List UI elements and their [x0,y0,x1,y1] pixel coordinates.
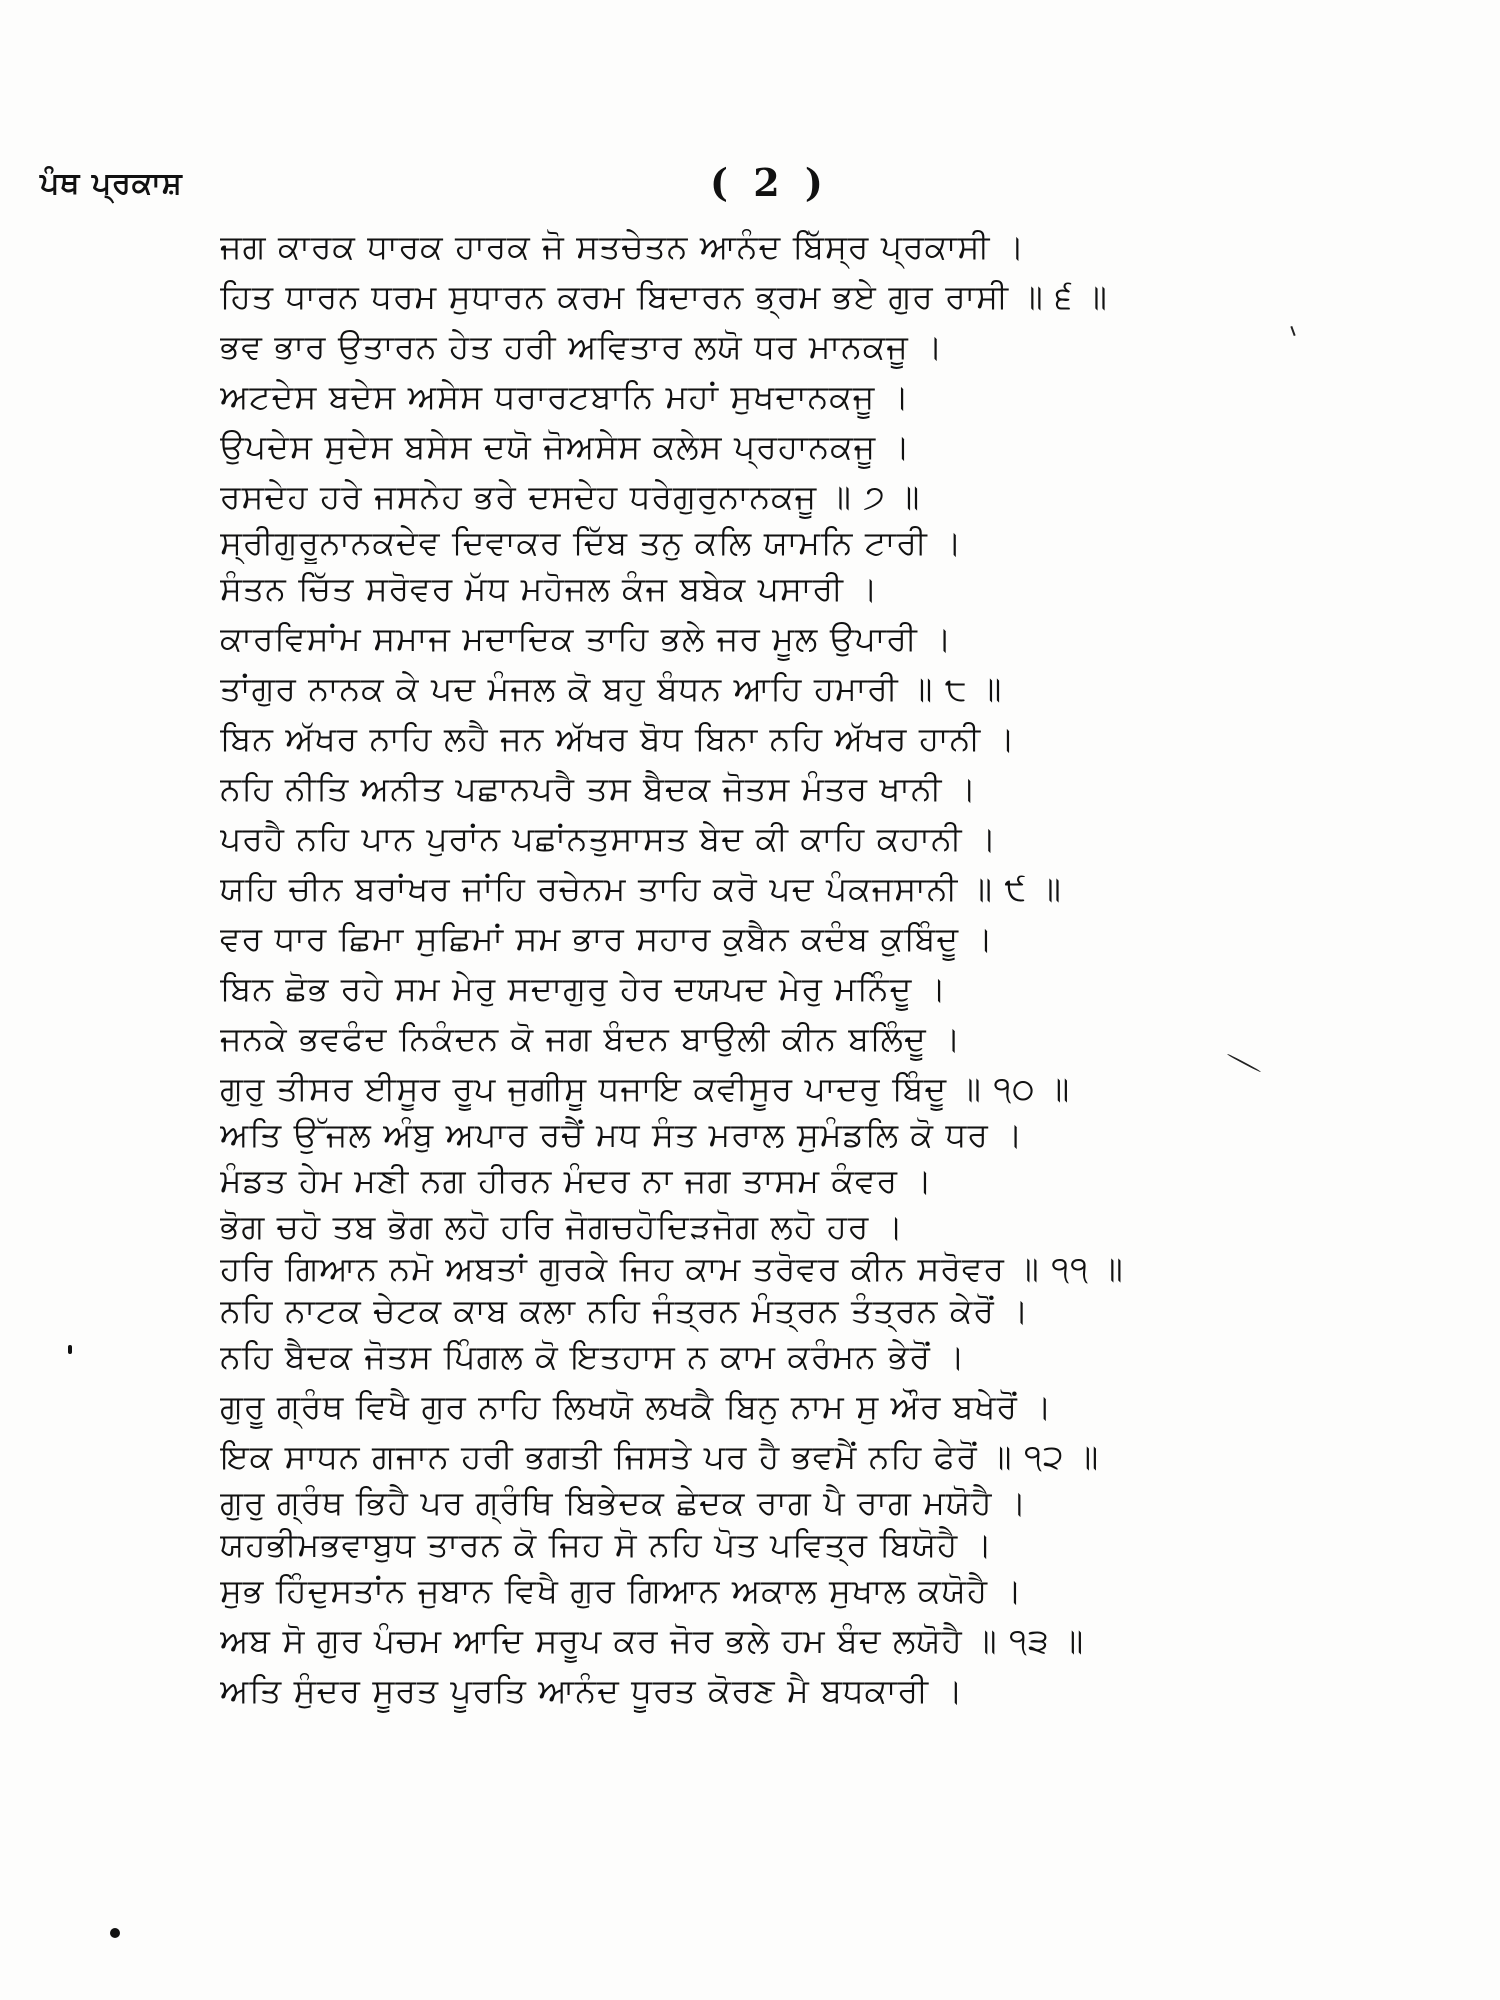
verse-line: ਅਤਿ ਸੁੰਦਰ ਸੂਰਤ ਪੂਰਤਿ ਆਨੰਦ ਧੂਰਤ ਕੋਰਣ ਮੈ ਬਧਕਾਰੀ । [220,1671,964,1710]
verse-line: ਬਿਨ ਛੋਭ ਰਹੇ ਸਮ ਮੇਰੁ ਸਦਾਗੁਰੁ ਹੇਰ ਦਯਪਦ ਮੇਰੁ ਮਨਿੰਦੂ । [220,969,948,1008]
verse-line: ਭਵ ਭਾਰ ਉਤਾਰਨ ਹੇਤ ਹਰੀ ਅਵਿਤਾਰ ਲਯੋ ਧਰ ਮਾਨਕਜੂ । [220,327,944,366]
verse-line: ਪਰਹੈ ਨਹਿ ਪਾਨ ਪੁਰਾਂਨ ਪਛਾਂਨਤੁਸਾਸਤ ਬੇਦ ਕੀ ਕਾਹਿ ਕਹਾਨੀ । [220,819,998,858]
verse-line: ਹਿਤ ਧਾਰਨ ਧਰਮ ਸੁਧਾਰਨ ਕਰਮ ਬਿਦਾਰਨ ਭ੍ਰਮ ਭਏ ਗੁਰ ਰਾਸੀ ॥ ੬ ॥ [220,277,1108,316]
verse-line: ਯਹਭੀਮਭਵਾਬੁਧ ਤਾਰਨ ਕੋ ਜਿਹ ਸੋ ਨਹਿ ਪੋਤ ਪਵਿਤ੍ਰ ਬਿਯੋਹੈ । [220,1525,994,1564]
verse-line: ਯਹਿ ਚੀਨ ਬਰਾਂਖਰ ਜਾਂਹਿ ਰਚੇਨਮ ਤਾਹਿ ਕਰੋ ਪਦ ਪੰਕਜਸਾਨੀ ॥ ੯ ॥ [220,869,1062,908]
page-header [40,160,1460,210]
verse-line: ਤਾਂਗੁਰ ਨਾਨਕ ਕੇ ਪਦ ਮੰਜਲ ਕੋ ਬਹੁ ਬੰਧਨ ਆਹਿ ਹਮਾਰੀ ॥ ੮ ॥ [220,669,1003,708]
verse-line: ਅਬ ਸੋ ਗੁਰ ਪੰਚਮ ਆਦਿ ਸਰੂਪ ਕਰ ਜੋਰ ਭਲੇ ਹਮ ਬੰਦ ਲਯੋਹੈ ॥ ੧੩ ॥ [220,1621,1085,1660]
verse-line: ਅਤਿ ਉੱਜਲ ਅੰਬੁ ਅਪਾਰ ਰਚੈਂ ਮਧ ਸੰਤ ਮਰਾਲ ਸੁਮੰਡਲਿ ਕੋ ਧਰ । [220,1115,1024,1154]
verse-line: ਨਹਿ ਬੈਦਕ ਜੋਤਸ ਪਿੰਗਲ ਕੋ ਇਤਹਾਸ ਨ ਕਾਮ ਕਰੰਮਨ ਭੇਰੋਂ । [220,1337,966,1376]
ink-speck [68,1345,72,1354]
verse-line: ਮੰਡਤ ਹੇਮ ਮਣੀ ਨਗ ਹੀਰਨ ਮੰਦਰ ਨਾ ਜਗ ਤਾਸਮ ਕੰਵਰ । [220,1161,933,1200]
ink-speck [110,1928,120,1938]
verse-line: ਸੁਭ ਹਿੰਦੁਸਤਾਂਨ ਜੁਬਾਨ ਵਿਖੈ ਗੁਰ ਗਿਆਨ ਅਕਾਲ ਸੁਖਾਲ ਕਯੋਹੈ । [220,1571,1023,1610]
verse-line: ਅਟਦੇਸ ਬਦੇਸ ਅਸੇਸ ਧਰਾਰਟਬਾਨਿ ਮਹਾਂ ਸੁਖਦਾਨਕਜੂ । [220,377,911,416]
verse-line: ਗੁਰੂ ਗ੍ਰੰਥ ਵਿਖੈ ਗੁਰ ਨਾਹਿ ਲਿਖਯੋ ਲਖਕੈ ਬਿਨੁ ਨਾਮ ਸੁ ਔਰ ਬਖੇਰੋਂ । [220,1387,1053,1426]
verse-line: ਬਿਨ ਅੱਖਰ ਨਾਹਿ ਲਹੈ ਜਨ ਅੱਖਰ ਬੋਧ ਬਿਨਾ ਨਹਿ ਅੱਖਰ ਹਾਨੀ । [220,719,1016,758]
verse-line: ਹਰਿ ਗਿਆਨ ਨਮੋ ਅਬਤਾਂ ਗੁਰਕੇ ਜਿਹ ਕਾਮ ਤਰੋਵਰ ਕੀਨ ਸਰੋਵਰ ॥ ੧੧ ॥ [220,1249,1124,1288]
verse-line: ਸ੍ਰੀਗੁਰੂਨਾਨਕਦੇਵ ਦਿਵਾਕਰ ਦਿੱਬ ਤਨੁ ਕਲਿ ਯਾਮਨਿ ਟਾਰੀ । [220,523,963,562]
verse-line: ਇਕ ਸਾਧਨ ਗਜਾਨ ਹਰੀ ਭਗਤੀ ਜਿਸਤੇ ਪਰ ਹੈ ਭਵਮੈਂ ਨਹਿ ਫੇਰੋਂ ॥ ੧੨ ॥ [220,1437,1100,1476]
verse-block [220,222,1400,1716]
verse-line: ਨਹਿ ਨਾਟਕ ਚੇਟਕ ਕਾਬ ਕਲਾ ਨਹਿ ਜੰਤ੍ਰਨ ਮੰਤ੍ਰਨ ਤੰਤ੍ਰਨ ਕੇਰੋਂ । [220,1291,1030,1330]
verse-line: ਕਾਰਵਿਸਾਂਮ ਸਮਾਜ ਮਦਾਦਿਕ ਤਾਹਿ ਭਲੇ ਜਰ ਮੂਲ ਉਪਾਰੀ । [220,619,953,658]
verse-line: ਗੁਰੁ ਗ੍ਰੰਥ ਭਿਹੈ ਪਰ ਗ੍ਰੰਥਿ ਬਿਭੇਦਕ ਛੇਦਕ ਰਾਗ ਪੈ ਰਾਗ ਮਯੋਹੈ । [220,1483,1028,1522]
verse-line: ਗੁਰੁ ਤੀਸਰ ਈਸੂਰ ਰੂਪ ਜੁਗੀਸੂ ਧਜਾਇ ਕਵੀਸੂਰ ਪਾਦਰੁ ਬਿੰਦੂ ॥ ੧੦ ॥ [220,1069,1071,1108]
verse-line: ਭੋਗ ਚਹੋ ਤਬ ਭੋਗ ਲਹੋ ਹਰਿ ਜੋਗਚਹੋਦਿੜਜੋਗ ਲਹੋ ਹਰ । [220,1207,905,1246]
verse-line: ਉਪਦੇਸ ਸੁਦੇਸ ਬਸੇਸ ਦਯੋ ਜੋਅਸੇਸ ਕਲੇਸ ਪ੍ਰਹਾਨਕਜੂ । [220,427,911,466]
verse-line: ਜਗ ਕਾਰਕ ਧਾਰਕ ਹਾਰਕ ਜੋ ਸਤਚੇਤਨ ਆਨੰਦ ਬਿੱਸ੍ਰ ਪ੍ਰਕਾਸੀ । [220,227,1026,266]
verse-line: ਜਨਕੇ ਭਵਫੰਦ ਨਿਕੰਦਨ ਕੋ ਜਗ ਬੰਦਨ ਬਾਉਲੀ ਕੀਨ ਬਲਿੰਦੂ । [220,1019,962,1058]
verse-line: ਵਰ ਧਾਰ ਛਿਮਾ ਸੁਛਿਮਾਂ ਸਮ ਭਾਰ ਸਹਾਰ ਕੁਬੈਨ ਕਦੰਬ ਕੁਬਿੰਦੂ । [220,919,994,958]
page-number: ( 2 ) [710,160,829,205]
running-title: ਪੰਥ ਪ੍ਰਕਾਸ਼ [40,166,183,201]
verse-line: ਨਹਿ ਨੀਤਿ ਅਨੀਤ ਪਛਾਨਪਰੈ ਤਸ ਬੈਦਕ ਜੋਤਸ ਮੰਤਰ ਖਾਨੀ । [220,769,978,808]
verse-line: ਰਸਦੇਹ ਹਰੇ ਜਸਨੇਹ ਭਰੇ ਦਸਦੇਹ ਧਰੇਗੁਰੁਨਾਨਕਜੂ ॥ ੭ ॥ [220,477,921,516]
verse-line: ਸੰਤਨ ਚਿੱਤ ਸਰੋਵਰ ਮੱਧ ਮਹੋਜਲ ਕੰਜ ਬਬੇਕ ਪਸਾਰੀ । [220,569,879,608]
